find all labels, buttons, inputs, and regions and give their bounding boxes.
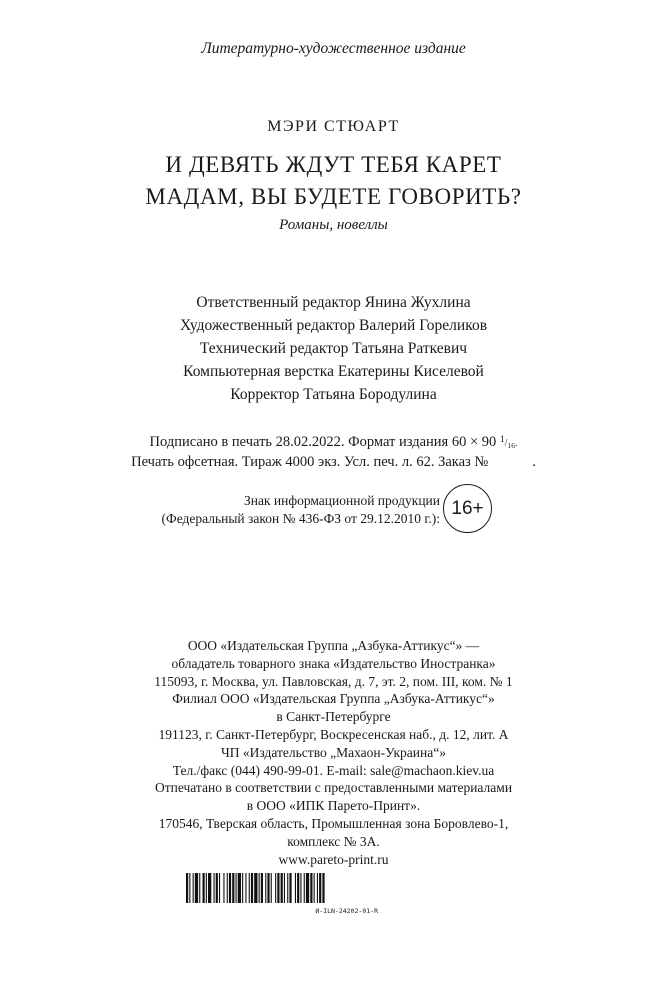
- book-title-line-2: МАДАМ, ВЫ БУДЕТЕ ГОВОРИТЬ?: [145, 184, 522, 209]
- print-info-line-2: [0, 454, 667, 471]
- publisher-line: Тел./факс (044) 490-99-01. E-mail: sale@machaon.kiev.ua: [172, 762, 495, 778]
- barcode-bar: [271, 873, 272, 903]
- barcode-bar: [322, 873, 324, 903]
- barcode-bar: [275, 873, 276, 903]
- age-rating-label: [150, 492, 440, 528]
- publisher-line: комплекс № 3А.: [287, 833, 380, 849]
- edition-type: Литературно-художественное издание: [201, 40, 466, 57]
- age-rating-value: 16+: [451, 497, 484, 519]
- barcode-bar: [310, 873, 312, 903]
- barcode-bar: [242, 873, 243, 903]
- barcode-image: [186, 873, 378, 903]
- publisher-line: в Санкт-Петербурге: [276, 709, 391, 725]
- credit-line: Ответственный редактор Янина Жухлина: [196, 294, 471, 311]
- barcode-bar: [254, 873, 257, 903]
- barcode-bar: [206, 873, 207, 903]
- credit-line: Компьютерная верстка Екатерины Киселевой: [183, 363, 484, 380]
- barcode-bar: [259, 873, 260, 903]
- format-numerator: 1: [499, 435, 505, 445]
- barcode-bar: [277, 873, 279, 903]
- genre-subtitle: Романы, новеллы: [279, 217, 388, 233]
- barcode-bar: [236, 873, 237, 903]
- credit-line: Корректор Татьяна Бородулина: [230, 386, 437, 403]
- barcode-bar: [300, 873, 301, 903]
- barcode-bar: [223, 873, 224, 903]
- barcode-bar: [195, 873, 198, 903]
- barcode-bar: [267, 873, 269, 903]
- age-rating-label-line: Знак информационной продукции: [243, 493, 440, 508]
- barcode-bar: [216, 873, 218, 903]
- barcode-bar: [199, 873, 200, 903]
- credit-line: Художественный редактор Валерий Гореликов: [179, 317, 488, 334]
- barcode-bar: [193, 873, 194, 903]
- age-rating-law-line: (Федеральный закон № 436-ФЗ от 29.12.2010 г.):: [161, 511, 440, 526]
- barcode-bar: [261, 873, 263, 903]
- barcode-bar: [203, 873, 205, 903]
- barcode-bar: [219, 873, 220, 903]
- publisher-line: 170546, Тверская область, Промышленная зона Боровлево-1,: [158, 815, 509, 831]
- credit-line: Технический редактор Татьяна Раткевич: [199, 340, 468, 357]
- barcode-bar: [297, 873, 299, 903]
- barcode-bar: [287, 873, 288, 903]
- credits-block: [0, 291, 667, 406]
- barcode-bar: [295, 873, 296, 903]
- barcode-bar: [281, 873, 283, 903]
- barcode-bar: [319, 873, 321, 903]
- print-info-text: Подписано в печать 28.02.2022. Формат издания 60 × 90: [149, 434, 497, 450]
- barcode-bar: [251, 873, 253, 903]
- age-rating-badge: [443, 484, 492, 533]
- barcode-bar: [227, 873, 228, 903]
- print-info-text: Печать офсетная. Тираж 4000 экз. Усл. печ. л. 62. Заказ №: [131, 454, 489, 470]
- barcode-bar: [229, 873, 231, 903]
- publisher-line: ООО «Издательская Группа „Азбука-Аттикус“» —: [187, 638, 480, 653]
- barcode-bar: [189, 873, 190, 903]
- barcode-bar: [186, 873, 188, 903]
- print-info-line-1: [0, 434, 667, 451]
- barcode-bar: [265, 873, 266, 903]
- barcode-bar: [304, 873, 305, 903]
- barcode-bar: [284, 873, 285, 903]
- barcode-bar: [249, 873, 250, 903]
- format-fraction: $^1/_{16}$.: [499, 435, 518, 450]
- barcode-bar: [238, 873, 241, 903]
- publisher-line: ЧП «Издательство „Махаон-Украина“»: [221, 744, 446, 760]
- barcode-number: И-ILN-24202-01-R: [315, 907, 378, 915]
- barcode-bar: [314, 873, 315, 903]
- publisher-line: www.pareto-print.ru: [278, 851, 389, 867]
- author-name: МЭРИ СТЮАРТ: [267, 118, 400, 135]
- publisher-line: Филиал ООО «Издательская Группа „Азбука-Аттикус“»: [172, 691, 495, 707]
- publisher-line: Отпечатано в соответствии с предоставленными материалами: [154, 780, 513, 796]
- barcode-bar: [214, 873, 215, 903]
- print-info-end: .: [532, 454, 536, 470]
- publisher-line: 115093, г. Москва, ул. Павловская, д. 7, эт. 2, пом. III, ком. № 1: [154, 673, 513, 689]
- publisher-line: 191123, г. Санкт-Петербург, Воскресенская наб., д. 12, лит. А: [158, 726, 509, 742]
- format-denominator: 16: [507, 441, 515, 450]
- publisher-block: [0, 637, 667, 868]
- barcode-bar: [289, 873, 291, 903]
- publisher-line: обладатель товарного знака «Издательство Иностранка»: [171, 655, 496, 671]
- barcode-bar: [208, 873, 211, 903]
- barcode-bar: [245, 873, 246, 903]
- book-title-line-1: И ДЕВЯТЬ ЖДУТ ТЕБЯ КАРЕТ: [165, 152, 502, 177]
- barcode-bar: [232, 873, 234, 903]
- barcode-bar: [317, 873, 318, 903]
- publisher-line: в ООО «ИПК Парето-Принт».: [246, 798, 421, 814]
- barcode-bar: [306, 873, 309, 903]
